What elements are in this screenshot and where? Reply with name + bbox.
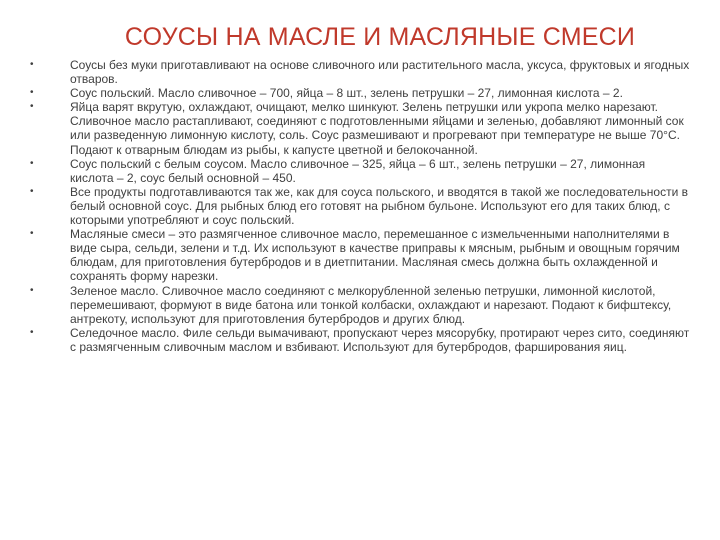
- list-item-text: Селедочное масло. Филе сельди вымачивают, пропускают через мясорубку, протирают через сито, соединяют с размягченным сливочным маслом и взбивают. Используют для бутербродов, фарширования яиц.: [70, 325, 690, 354]
- list-item-text: Соус польский. Масло сливочное – 700, яйца – 8 шт., зелень петрушки – 27, лимонная кислота – 2.: [70, 86, 623, 101]
- list-item-text: Зеленое масло. Сливочное масло соединяют с мелкорубленной зеленью петрушки, лимонной кислотой, перемешивают, формуют в виде батона или тонкой колбаски, охлаждают и нарезают. Подают к бифштексу, антрекоту, используют для приготовления бутербродов и других блюд.: [70, 283, 672, 326]
- list-item: [30, 86, 690, 100]
- list-item-text: Соус польский с белым соусом. Масло сливочное – 325, яйца – 6 шт., зелень петрушки – 27, лимонная кислота – 2, соус белый основной – 450.: [70, 156, 646, 185]
- bullet-icon: •: [30, 284, 34, 296]
- list-item: [30, 100, 690, 156]
- bullet-icon: •: [30, 185, 34, 197]
- bullet-icon: •: [30, 157, 34, 169]
- list-item: [30, 227, 690, 283]
- bullet-icon: •: [30, 87, 34, 99]
- bullet-list: [30, 58, 690, 354]
- bullet-icon: •: [30, 101, 34, 113]
- slide-title: СОУСЫ НА МАСЛЕ И МАСЛЯНЫЕ СМЕСИ: [124, 23, 636, 51]
- list-item: [30, 284, 690, 326]
- list-item: [30, 326, 690, 354]
- list-item: [30, 185, 690, 227]
- bullet-icon: •: [30, 326, 34, 338]
- list-item-text: Масляные смеси – это размягченное сливочное масло, перемешанное с измельченными наполнителями в виде сыра, сельди, зелени и т.д. Их используют в качестве приправы к мясным, рыбным и овощным горячим блюдам, для приготовления бутербродов и в диетпитании. Масляная смесь должна быть охлажденной и сохранять форму нарезки.: [70, 227, 680, 284]
- list-item: [30, 157, 690, 185]
- list-item-text: Все продукты подготавливаются так же, как для соуса польского, и вводятся в такой же последовательности в белый основной соус. Для рыбных блюд его готовят на рыбном бульоне. Используют его для таких блюд, с которыми употребляют и соус польский.: [70, 184, 689, 228]
- bullet-icon: •: [30, 59, 34, 70]
- list-item-text: Яйца варят вкрутую, охлаждают, очищают, мелко шинкуют. Зелень петрушки или укропа мелко нарезают. Сливочное масло растапливают, соединяют с подготовленными яйцами и зеленью, добавляют лимонный сок или разведенную лимонную кислоту, соль. Соус размешивают и прогревают при температуре не выше 70°С. Подают к отварным блюдам из рыбы, к капусте цветной и белокочанной.: [70, 100, 684, 157]
- list-item: [30, 58, 690, 86]
- list-item-text: Соусы без муки приготавливают на основе сливочного или растительного масла, уксуса, фруктовых и ягодных отваров.: [70, 58, 690, 87]
- bullet-icon: •: [30, 228, 34, 240]
